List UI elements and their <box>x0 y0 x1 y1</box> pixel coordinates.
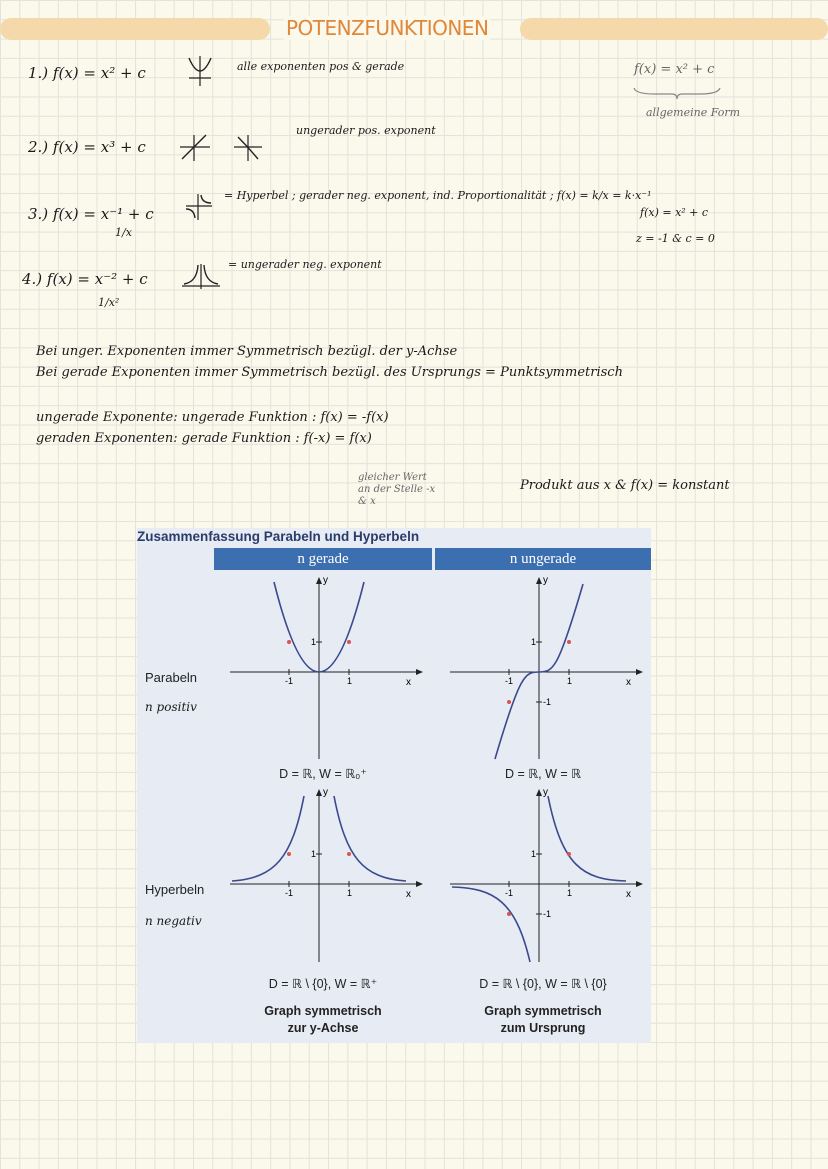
sym-even-line-1: Graph symmetrisch <box>264 1004 382 1018</box>
tick-pos: 1 <box>347 888 353 898</box>
tick-y: 1 <box>311 637 317 647</box>
item-1-formula: 1.) f(x) = x² + c <box>28 64 146 82</box>
tick-y-neg: -1 <box>543 697 552 707</box>
tick-neg: -1 <box>285 676 294 686</box>
graph-hyperbola-even <box>220 786 426 966</box>
curve <box>548 796 626 881</box>
side-formula-2: z = -1 & c = 0 <box>636 232 715 245</box>
symmetry-line-1: Bei unger. Exponenten immer Symmetrisch bezügl. der y-Achse <box>36 344 458 359</box>
item-1-note: alle exponenten pos & gerade <box>237 60 405 73</box>
item-3-formula: 3.) f(x) = x⁻¹ + c <box>28 205 154 223</box>
marker <box>287 640 291 644</box>
axis-x-label: x <box>406 889 411 900</box>
curve <box>452 887 530 962</box>
axis-y-label: y <box>323 575 328 586</box>
product-note: Produkt aus x & f(x) = konstant <box>520 478 730 493</box>
tick-y: 1 <box>311 849 317 859</box>
caption-parabola-even: D = ℝ, W = ℝ₀⁺ <box>279 767 367 781</box>
item-3-note: = Hyperbel ; gerader neg. exponent, ind. Proportionalität ; f(x) = k/x = k·x⁻¹ <box>224 189 652 202</box>
item-2-formula: 2.) f(x) = x³ + c <box>28 138 146 156</box>
page-title: POTENZFUNKTIONEN <box>286 16 489 40</box>
axis-x-label: x <box>406 677 411 688</box>
sym-odd-line-1: Graph symmetrisch <box>484 1004 602 1018</box>
tick-y-neg: -1 <box>543 909 552 919</box>
table-title: Zusammenfassung Parabeln und Hyperbeln <box>137 529 420 544</box>
item-2-sketches <box>176 133 266 163</box>
item-4-fraction: 1/x² <box>98 296 120 309</box>
marker <box>507 912 511 916</box>
axis-y-label: y <box>543 575 548 586</box>
caption-parabola-odd: D = ℝ, W = ℝ <box>504 767 582 781</box>
title-bar-right <box>520 18 828 40</box>
item-3-fraction: 1/x <box>115 226 132 239</box>
graph-parabola-odd <box>440 574 646 764</box>
tick-y: 1 <box>531 637 537 647</box>
symmetry-line-4: geraden Exponenten: gerade Funktion : f(-x) = f(x) <box>36 431 372 446</box>
marker <box>347 640 351 644</box>
item-4-formula: 4.) f(x) = x⁻² + c <box>22 270 148 288</box>
general-form-brace <box>632 86 722 100</box>
marker <box>567 852 571 856</box>
row-label-parabeln: Parabeln <box>145 670 198 685</box>
axis-y-label: y <box>543 787 548 798</box>
tick-neg: -1 <box>285 888 294 898</box>
row-note-negative: n negativ <box>145 914 202 928</box>
symmetry-line-2: Bei gerade Exponenten immer Symmetrisch bezügl. des Ursprungs = Punktsymmetrisch <box>36 365 623 380</box>
sym-odd-line-2: zum Ursprung <box>500 1021 586 1035</box>
curve <box>232 796 304 881</box>
symmetry-line-3: ungerade Exponente: ungerade Funktion : f(x) = -f(x) <box>36 410 389 425</box>
item-4-sketch <box>180 262 222 290</box>
same-value-note: gleicher Wert an der Stelle -x & x <box>358 472 436 507</box>
graph-parabola-even <box>220 574 426 764</box>
item-3-sketch <box>184 192 214 222</box>
item-4-note: = ungerader neg. exponent <box>228 258 382 271</box>
item-1-sketch <box>186 54 214 88</box>
general-form-formula: f(x) = x² + c <box>634 62 715 77</box>
tick-pos: 1 <box>567 676 573 686</box>
tick-neg: -1 <box>505 888 514 898</box>
marker <box>347 852 351 856</box>
marker <box>567 640 571 644</box>
tick-y: 1 <box>531 849 537 859</box>
tick-pos: 1 <box>347 676 353 686</box>
axis-y-label: y <box>323 787 328 798</box>
title-bar-left <box>0 18 270 40</box>
item-2-note: ungerader pos. exponent <box>296 124 436 137</box>
tick-neg: -1 <box>505 676 514 686</box>
graph-hyperbola-odd <box>440 786 646 966</box>
axis-x-label: x <box>626 889 631 900</box>
sym-even-line-2: zur y-Achse <box>287 1021 359 1035</box>
caption-hyperbola-odd: D = ℝ \ {0}, W = ℝ \ {0} <box>479 977 607 991</box>
tick-pos: 1 <box>567 888 573 898</box>
side-formula-1: f(x) = x² + c <box>640 206 709 219</box>
marker <box>287 852 291 856</box>
axis-x-label: x <box>626 677 631 688</box>
row-note-positive: n positiv <box>145 700 197 714</box>
row-label-hyperbeln: Hyperbeln <box>145 882 205 897</box>
caption-hyperbola-even: D = ℝ \ {0}, W = ℝ⁺ <box>268 977 378 991</box>
col-head-odd: n ungerade <box>435 548 651 570</box>
curve <box>334 796 406 881</box>
general-form-label: allgemeine Form <box>646 106 741 119</box>
col-head-even: n gerade <box>214 548 432 570</box>
marker <box>507 700 511 704</box>
